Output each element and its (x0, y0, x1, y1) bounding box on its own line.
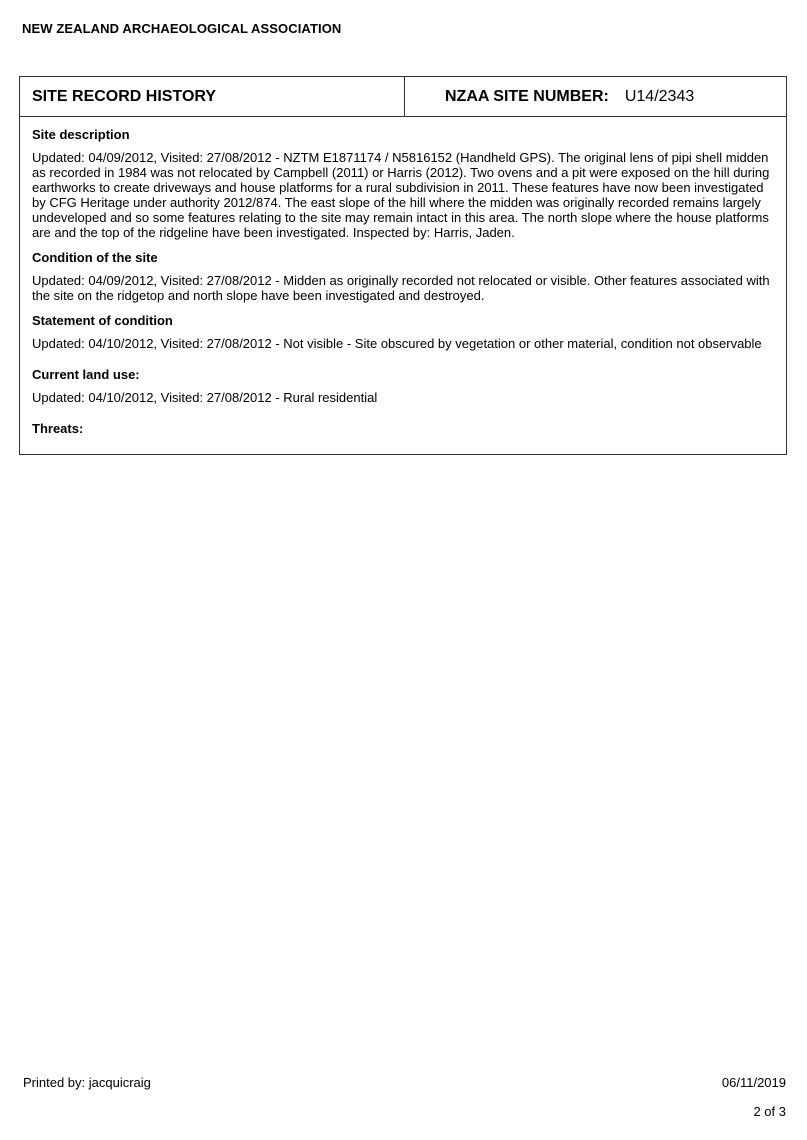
section-text: Updated: 04/09/2012, Visited: 27/08/2012 - NZTM E1871174 / N5816152 (Handheld GPS). The original lens of pipi shell midden as recorded in 1984 was not relocated by Campbell (2011) or Harris (2012). Two ovens and a pit were exposed on the hill during earthworks to create driveways and house platforms for a rural subdivision in 2011. These features have now been investigated by CFG Heritage under authority 2012/874. The east slope of the hill where the midden was originally recorded remains largely undeveloped and so some features relating to the site may remain intact in this area. The north slope where the house platforms are and the top of the ridgeline have been investigated. Inspected by: Harris, Jaden. (32, 150, 770, 240)
print-date: 06/11/2019 (721, 1075, 786, 1090)
record-body (20, 117, 786, 454)
section-heading: Threats: (32, 421, 84, 436)
organization-title: NEW ZEALAND ARCHAEOLOGICAL ASSOCIATION (22, 21, 342, 36)
section-heading: Condition of the site (32, 250, 158, 265)
section-site-description (32, 127, 774, 240)
site-number-label: NZAA SITE NUMBER: (445, 87, 609, 105)
record-header (20, 77, 786, 117)
section-threats (32, 421, 774, 437)
section-text: Updated: 04/10/2012, Visited: 27/08/2012 - Not visible - Site obscured by vegetation or other material, condition not observable (32, 336, 762, 351)
site-number-value: U14/2343 (624, 87, 695, 105)
section-statement-of-condition (32, 313, 774, 351)
printed-by: Printed by: jacquicraig (23, 1075, 151, 1090)
section-current-land-use (32, 367, 774, 405)
record-title: SITE RECORD HISTORY (20, 77, 405, 116)
section-heading: Current land use: (32, 367, 140, 382)
site-number (405, 77, 786, 116)
section-text: Updated: 04/10/2012, Visited: 27/08/2012 - Rural residential (32, 390, 378, 405)
site-record-box (19, 76, 787, 455)
section-heading: Statement of condition (32, 313, 173, 328)
section-text: Updated: 04/09/2012, Visited: 27/08/2012 - Midden as originally recorded not relocated or visible. Other features associated with the site on the ridgetop and north slope have been investigated and destroyed. (32, 273, 770, 303)
page-number: 2 of 3 (753, 1104, 786, 1119)
section-heading: Site description (32, 127, 130, 142)
section-condition-of-site (32, 250, 774, 303)
